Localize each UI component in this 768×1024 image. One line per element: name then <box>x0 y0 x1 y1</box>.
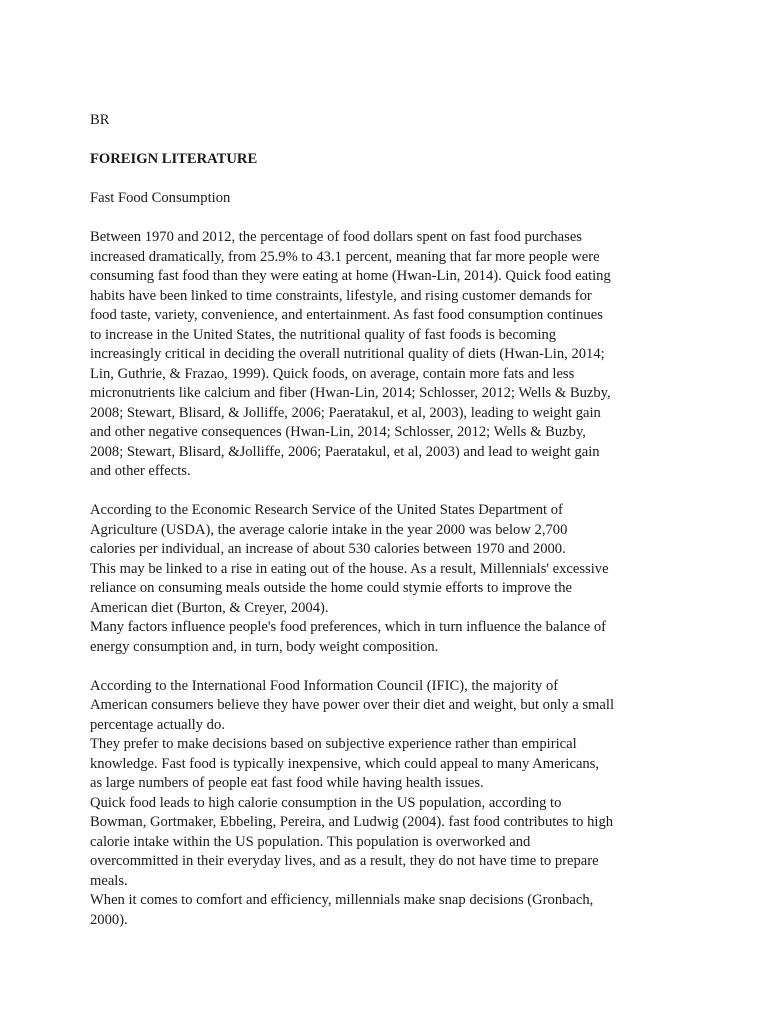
paragraph-block <box>90 501 690 657</box>
paragraph-block <box>90 677 690 931</box>
text-line: and other effects. <box>90 463 191 479</box>
text-line: habits have been linked to time constraints, lifestyle, and rising customer demands for <box>90 287 592 304</box>
text-line: This may be linked to a rise in eating out of the house. As a result, Millennials' excessive <box>90 560 609 577</box>
text-line: Many factors influence people's food preferences, which in turn influence the balance of <box>90 619 607 635</box>
text-line: 2000). <box>90 911 128 928</box>
text-line: calories per individual, an increase of about 530 calories between 1970 and 2000. <box>90 541 566 557</box>
text-line: They prefer to make decisions based on subjective experience rather than empirical <box>90 736 577 752</box>
text-line: energy consumption and, in turn, body weight composition. <box>90 638 439 655</box>
text-line: reliance on consuming meals outside the home could stymie efforts to improve the <box>90 580 573 596</box>
text-line: overcommitted in their everyday lives, and as a result, they do not have time to prepare <box>90 853 599 869</box>
text-line: food taste, variety, convenience, and entertainment. As fast food consumption continues <box>90 307 603 323</box>
paragraph-block <box>90 228 690 482</box>
header-code: BR <box>90 112 110 128</box>
text-line: consuming fast food than they were eating at home (Hwan-Lin, 2014). Quick food eating <box>90 268 611 284</box>
text-line: as large numbers of people eat fast food while having health issues. <box>90 775 484 791</box>
text-line: When it comes to comfort and efficiency, millennials make snap decisions (Gronbach, <box>90 892 594 908</box>
text-line: percentage actually do. <box>90 716 225 733</box>
text-line: According to the International Food Information Council (IFIC), the majority of <box>90 677 559 694</box>
text-line: meals. <box>90 872 128 889</box>
text-line: American diet (Burton, & Creyer, 2004). <box>90 599 329 616</box>
text-line: Bowman, Gortmaker, Ebbeling, Pereira, and Ludwig (2004). fast food contributes to high <box>90 814 614 830</box>
text-line: knowledge. Fast food is typically inexpensive, which could appeal to many Americans, <box>90 755 600 772</box>
text-line: and other negative consequences (Hwan-Lin, 2014; Schlosser, 2012; Wells & Buzby, <box>90 424 586 440</box>
section-title: FOREIGN LITERATURE <box>90 151 258 167</box>
text-line: to increase in the United States, the nutritional quality of fast foods is becoming <box>90 326 557 343</box>
text-line: 2008; Stewart, Blisard, & Jolliffe, 2006; Paeratakul, et al, 2003), leading to weight gain <box>90 404 601 421</box>
text-line: Quick food leads to high calorie consumption in the US population, according to <box>90 794 562 811</box>
text-line: American consumers believe they have power over their diet and weight, but only a small <box>90 697 614 713</box>
text-line: Agriculture (USDA), the average calorie intake in the year 2000 was below 2,700 <box>90 521 568 538</box>
text-line: increasingly critical in deciding the overall nutritional quality of diets (Hwan-Lin, 2014; <box>90 346 605 362</box>
text-line: micronutrients like calcium and fiber (Hwan-Lin, 2014; Schlosser, 2012; Wells & Buzby, <box>90 385 611 401</box>
text-line: 2008; Stewart, Blisard, &Jolliffe, 2006; Paeratakul, et al, 2003) and lead to weight gain <box>90 443 600 460</box>
document-page <box>90 111 690 930</box>
body-text <box>90 228 690 930</box>
text-line: According to the Economic Research Service of the United States Department of <box>90 502 563 518</box>
subsection-title: Fast Food Consumption <box>90 190 231 206</box>
text-line: increased dramatically, from 25.9% to 43.1 percent, meaning that far more people were <box>90 248 600 265</box>
text-line: calorie intake within the US population. This population is overworked and <box>90 833 531 850</box>
text-line: Lin, Guthrie, & Frazao, 1999). Quick foods, on average, contain more fats and less <box>90 365 575 382</box>
text-line: Between 1970 and 2012, the percentage of food dollars spent on fast food purchases <box>90 229 582 245</box>
